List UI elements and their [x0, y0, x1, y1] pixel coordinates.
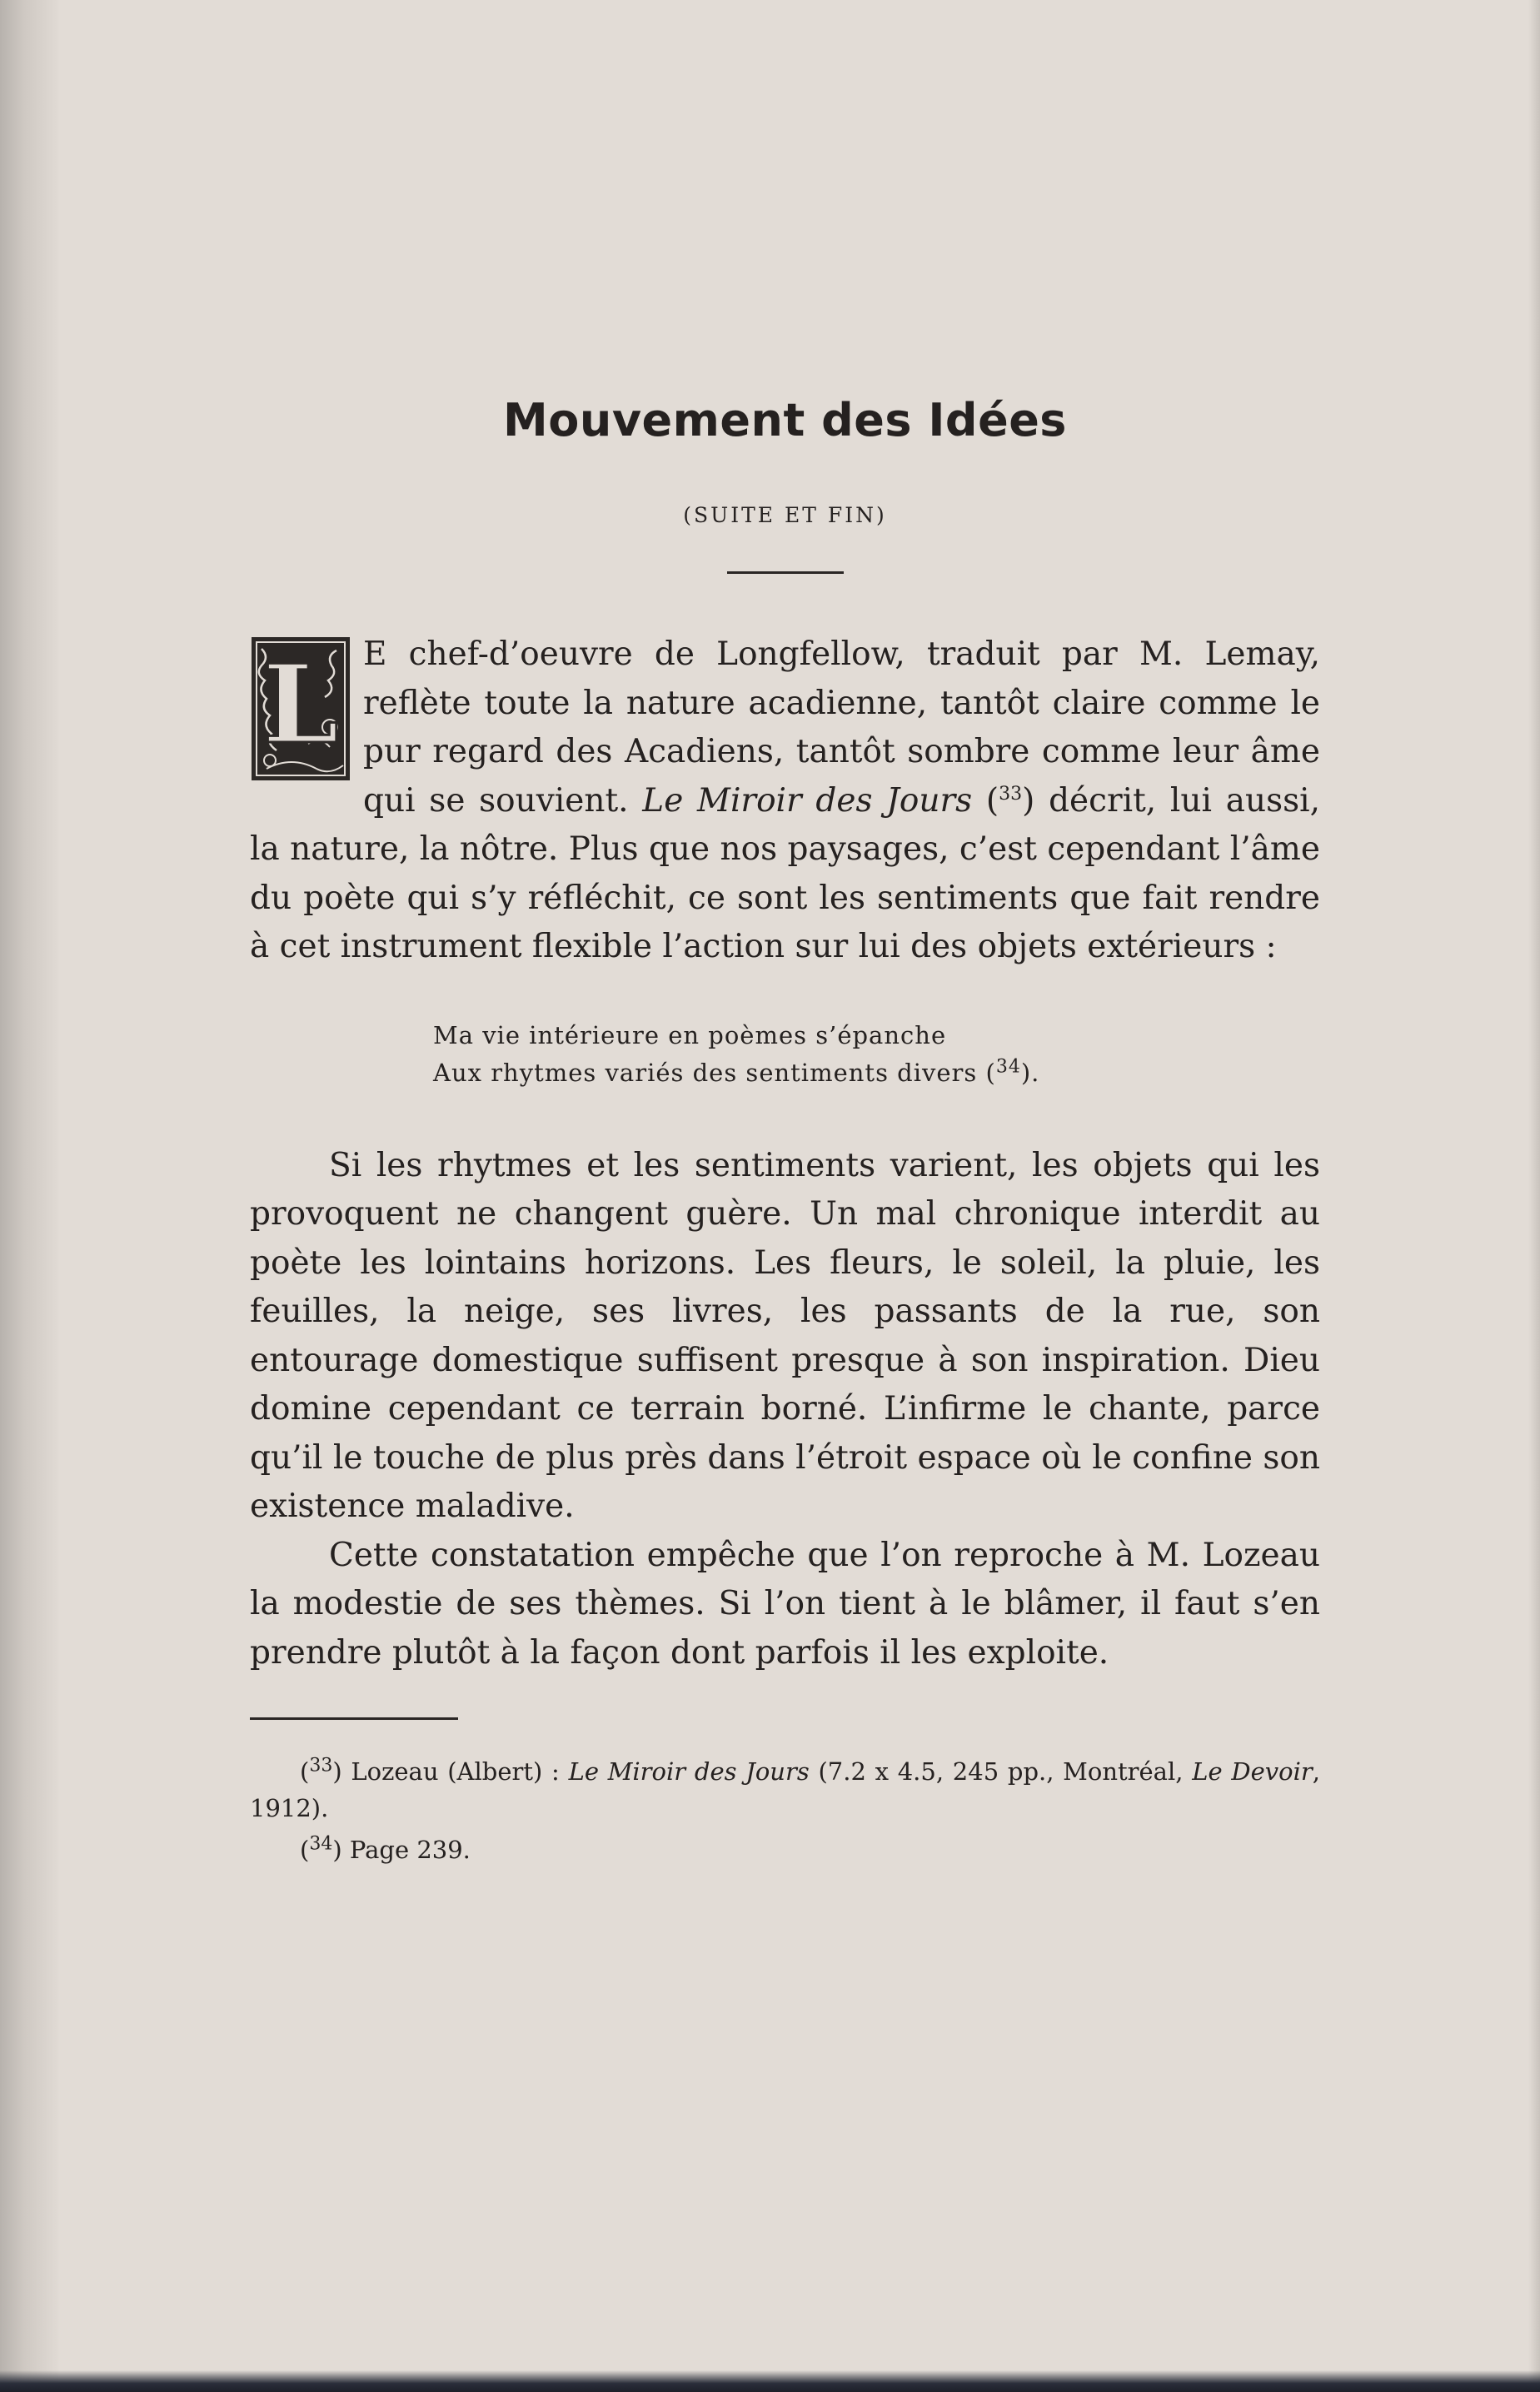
footnotes	[250, 1753, 1320, 1868]
footnote-34-number: 34	[309, 1833, 333, 1855]
page-gutter-shadow	[0, 0, 58, 2392]
footnote-34-open: (	[300, 1836, 310, 1864]
paragraph-3: Cette constatation empêche que l’on reproche à M. Lozeau la modestie de ses thèmes. Si l’on tient à le blâmer, il faut s’en prendre plutôt à la façon dont parfois il les exploite.	[250, 1536, 1320, 1672]
paragraph-2: Si les rhytmes et les sentiments varient, les objets qui les provoquent ne changent guère. Un mal chronique interdit au poète les lointains horizons. Les fleurs, le soleil, la pluie, les feuilles, la neige, ses livres, les passants de la rue, son entourage domestique suffisent presque à son inspiration. Dieu domine cependant ce terrain borné. L’infirme le chante, parce qu’il le touche de plus près dans l’étroit espace où le confine son existence maladive.	[250, 1146, 1320, 1525]
page-right-edge	[1528, 0, 1540, 2392]
paragraph-1-text-b: décrit, lui aussi, la nature, la nôtre. Plus que nos paysages, c’est cependant l’âme du poète qui s’y réfléchit, ce sont les sentiments que fait rendre à cet instrument flexible l’action sur lui des objets extérieurs :	[250, 781, 1320, 965]
footnote-33	[250, 1753, 1320, 1826]
verse-line-2	[433, 1054, 1320, 1092]
footnote-33-close: )	[332, 1757, 351, 1786]
title-divider	[727, 571, 844, 574]
verse-line-2-end: ).	[1020, 1058, 1040, 1087]
note-close-paren: )	[1022, 781, 1035, 820]
footnote-33-open: (	[300, 1757, 310, 1786]
footnote-34-close: )	[332, 1836, 350, 1864]
footnote-marker-33: 33	[999, 783, 1023, 805]
verse-line-1: Ma vie intérieure en poèmes s’épanche	[433, 1020, 947, 1049]
footnote-33-author: Lozeau (Albert) :	[351, 1757, 569, 1786]
book-title-reference: Le Miroir des Jours	[642, 781, 973, 820]
article-title: Mouvement des Idées	[503, 394, 1067, 446]
paragraph-1	[250, 630, 1320, 972]
verse-quote	[433, 1017, 1320, 1092]
footnote-34	[250, 1831, 1320, 1868]
footnote-33-year: , 1912).	[250, 1757, 1320, 1822]
footnote-33-publisher: Le Devoir	[1192, 1757, 1313, 1786]
footnote-33-details: (7.2 x 4.5, 245 pp., Montréal,	[809, 1757, 1193, 1786]
ornamental-dropcap-l	[250, 635, 351, 782]
footnote-34-text: Page 239.	[349, 1836, 471, 1864]
paragraph-1-text-a: E chef-d’oeuvre de Longfellow, traduit par M. Lemay, reflète toute la nature acadienne, tantôt claire comme le pur regard des Acadiens, tantôt sombre comme leur âme qui se souvient.	[363, 635, 1320, 820]
dropcap-letter: L	[262, 640, 339, 768]
footnote-divider	[250, 1717, 458, 1720]
footnote-33-title: Le Miroir des Jours	[568, 1757, 810, 1786]
footnote-33-number: 33	[309, 1755, 333, 1777]
article-subtitle: (SUITE ET FIN)	[683, 503, 887, 527]
article	[250, 391, 1320, 1868]
page-bottom-edge	[0, 2370, 1540, 2392]
note-open-paren: (	[972, 781, 999, 820]
verse-line-2-text: Aux rhytmes variés des sentiments divers (	[433, 1058, 996, 1087]
footnote-marker-34: 34	[995, 1055, 1021, 1077]
